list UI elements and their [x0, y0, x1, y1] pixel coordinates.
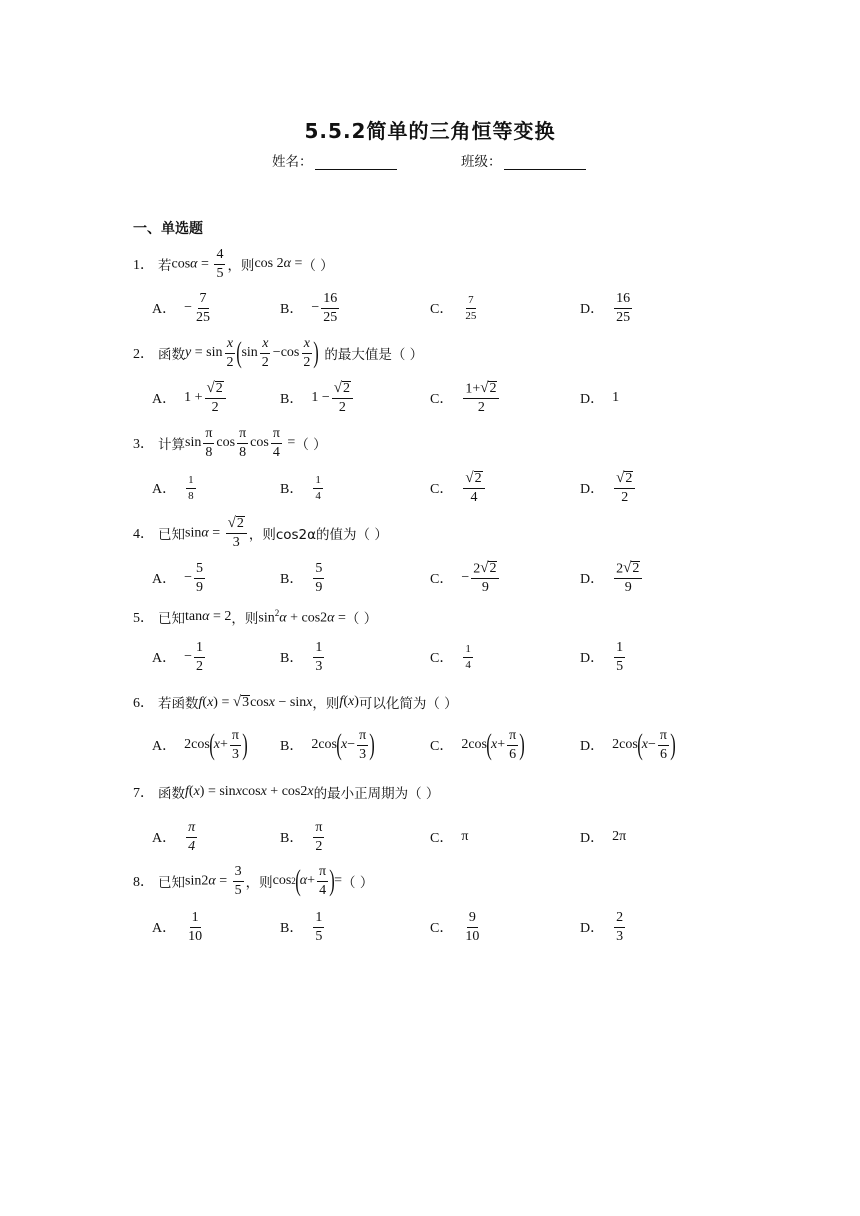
class-blank-line[interactable]	[504, 155, 586, 170]
question-1: 1． 若 cosα = $\frac{4}{5}$ ，则 cos 2α = （ ）	[133, 246, 334, 281]
option-d[interactable]: D． √ 2 2	[580, 468, 637, 508]
option-d[interactable]: D． $\frac{1}{5}$	[580, 639, 624, 674]
section-heading: 一、单选题	[133, 221, 203, 237]
option-a[interactable]: A． $\frac{\pi}{4}$	[152, 819, 196, 854]
option-b[interactable]: B． 1 − √ 2 2	[280, 378, 355, 418]
option-d[interactable]: D． 1	[580, 390, 620, 407]
option-c[interactable]: C． $\frac{7}{25}$	[430, 293, 477, 322]
page-title: 5.5.2简单的三角恒等变换	[304, 119, 556, 143]
question-8-options	[152, 907, 712, 947]
formula: sin $\frac{\pi}{8}$ cos $\frac{\pi}{8}$ cos $\frac{\pi}{4}$ =	[185, 425, 296, 460]
formula: f(x) = sinxcosx + cos2x	[185, 784, 314, 799]
formula: y = sin $\frac{x}{2}$ ( sin $\frac{x}{2}$ −cos $\frac{x}{2}$ )	[185, 335, 320, 370]
option-c[interactable]: C． $\frac{9}{10}$	[430, 909, 480, 944]
option-a[interactable]: A． − $\frac{7}{25}$	[152, 290, 211, 325]
option-a[interactable]: A． − $\frac{5}{9}$	[152, 560, 204, 595]
option-d[interactable]: D． 2 √ 2 9	[580, 558, 644, 598]
class-label: 班级：	[461, 154, 502, 170]
option-c[interactable]: C． 1+ √ 2 2	[430, 378, 501, 418]
formula: tanα = 2	[185, 609, 232, 624]
option-a[interactable]: A． 1 + √ 2 2	[152, 378, 228, 418]
name-blank-line[interactable]	[315, 155, 397, 170]
option-b[interactable]: B． $\frac{1}{5}$	[280, 909, 323, 944]
question-7: 7． 函数 f(x) = sinxcosx + cos2x 的最小正周期为（ ）	[133, 784, 440, 802]
option-d[interactable]: D． 2π	[580, 829, 627, 846]
question-6: 6． 若函数 f(x) = √ 3 cosx − sinx ，则 f(x) 可以化简为（ ）	[133, 693, 458, 712]
option-d[interactable]: D． $\frac{16}{25}$	[580, 290, 631, 325]
formula: sinα = √ 2 3	[185, 516, 249, 551]
question-3-options	[152, 468, 712, 508]
question-7-options	[152, 817, 712, 857]
option-b[interactable]: B． $\frac{1}{3}$	[280, 639, 323, 674]
option-b[interactable]: B． $\frac{1}{4}$	[280, 473, 321, 502]
class-field	[461, 150, 586, 170]
option-b[interactable]: B． − $\frac{16}{25}$	[280, 290, 338, 325]
option-b[interactable]: B． $\frac{\pi}{2}$	[280, 819, 323, 854]
option-c[interactable]: C． − 2 √ 2 9	[430, 558, 501, 598]
option-a[interactable]: A． 2cos ( x + $\frac{\pi}{3}$ )	[152, 727, 248, 762]
option-b[interactable]: B． 2cos ( x − $\frac{\pi}{3}$ )	[280, 727, 375, 762]
name-field	[272, 150, 397, 170]
option-c[interactable]: C． π	[430, 829, 469, 846]
name-label: 姓名：	[272, 154, 313, 170]
option-c[interactable]: C． 2cos ( x + $\frac{\pi}{6}$ )	[430, 727, 525, 762]
question-2-options	[152, 378, 712, 418]
formula: cosα = $\frac{4}{5}$	[171, 246, 224, 281]
option-a[interactable]: A． $\frac{1}{8}$	[152, 473, 194, 502]
option-c[interactable]: C． $\frac{1}{4}$	[430, 642, 471, 671]
option-b[interactable]: B． $\frac{5}{9}$	[280, 560, 323, 595]
question-5: 5． 已知 tanα = 2 ，则 $\sin^2\alpha + \cos 2\alpha$ = （ ）	[133, 607, 378, 627]
formula: f(x) = √ 3 cosx − sinx	[198, 693, 313, 710]
question-6-options	[152, 725, 712, 765]
option-a[interactable]: A． − $\frac{1}{2}$	[152, 639, 204, 674]
question-2: 2． 函数 y = sin $\frac{x}{2}$ ( sin $\frac{x}{2}$ −cos $\frac{x}{2}$ ) 的最大值是（ ）	[133, 335, 424, 370]
question-5-options	[152, 637, 712, 677]
question-4: 4． 已知 sinα = √ 2 3 ，则cos2α的值为（ ）	[133, 515, 388, 551]
question-4-options	[152, 558, 712, 598]
option-c[interactable]: C． √ 2 4	[430, 468, 487, 508]
formula: sin2α = $\frac{3}{5}$	[185, 863, 242, 898]
question-1-options	[152, 288, 712, 328]
option-d[interactable]: D． $\frac{2}{3}$	[580, 909, 624, 944]
question-3: 3． 计算 sin $\frac{\pi}{8}$ cos $\frac{\pi}{8}$ cos $\frac{\pi}{4}$ = （ ）	[133, 425, 327, 460]
question-8: 8． 已知 sin2α = $\frac{3}{5}$ ，则 cos 2 ( α + $\frac{\pi}{4}$ ) = （ ）	[133, 863, 374, 898]
option-d[interactable]: D． 2cos ( x − $\frac{\pi}{6}$ )	[580, 727, 676, 762]
option-a[interactable]: A． $\frac{1}{10}$	[152, 909, 203, 944]
